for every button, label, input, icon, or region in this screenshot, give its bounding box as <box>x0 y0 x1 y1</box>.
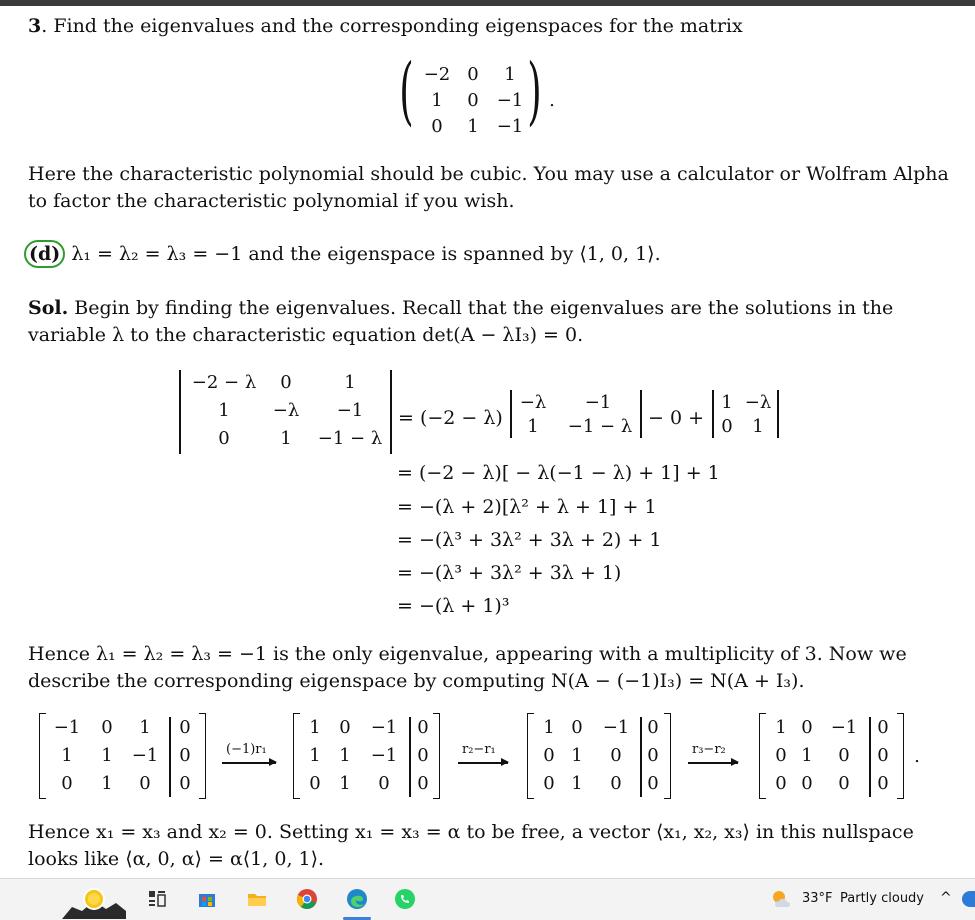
row-op-arrow <box>458 762 508 764</box>
expansion-first-term: = (−2 − λ) <box>398 407 503 429</box>
row-op-label: (−1)r₁ <box>226 742 267 757</box>
rr-matrix-2-right-bracket <box>433 713 440 799</box>
solution-line-2: variable λ to the characteristic equation det(A − λI₃) = 0. <box>28 324 584 346</box>
final-line-2: looks like ⟨α, 0, α⟩ = α⟨1, 0, 1⟩. <box>28 848 325 870</box>
matrix-cell: 0 <box>431 116 443 137</box>
det-cell: 0 <box>280 372 292 393</box>
rr-cell: 0 <box>877 773 889 794</box>
weather-temperature: 33°F <box>802 891 833 906</box>
det-cell: −1 − λ <box>317 428 383 449</box>
rr-cell: 1 <box>801 745 813 766</box>
rr-cell: 1 <box>101 745 113 766</box>
minor-cell: −λ <box>519 392 547 413</box>
final-line-1: Hence x₁ = x₃ and x₂ = 0. Setting x₁ = x₃ = α to be free, a vector ⟨x₁, x₂, x₃⟩ in this nullspace <box>28 821 914 843</box>
rr-cell: 0 <box>179 745 191 766</box>
rr-matrix-4-right-bracket <box>897 713 904 799</box>
minor-cell: 1 <box>527 416 539 437</box>
det-cell: 1 <box>280 428 292 449</box>
augment-bar <box>409 717 411 797</box>
derivation-step: = −(λ + 1)³ <box>397 595 510 617</box>
answer-label: (d) <box>24 240 65 268</box>
rr-cell: 1 <box>101 773 113 794</box>
rr-cell: −1 <box>830 717 858 738</box>
expansion-middle-term: − 0 + <box>648 407 705 429</box>
solution-label: Sol. <box>28 297 69 319</box>
minor-cell: −λ <box>744 392 772 413</box>
rr-cell: 0 <box>378 773 390 794</box>
answer-text: λ₁ = λ₂ = λ₃ = −1 and the eigenspace is spanned by ⟨1, 0, 1⟩. <box>71 243 661 265</box>
rr-cell: 0 <box>571 717 583 738</box>
rr-cell: 0 <box>838 745 850 766</box>
rr-cell: 0 <box>775 745 787 766</box>
row-op-arrow <box>222 762 276 764</box>
rr-cell: 1 <box>571 773 583 794</box>
minor-cell: −1 − λ <box>567 416 633 437</box>
matrix-cell: 1 <box>504 64 516 85</box>
problem-note-line-1: Here the characteristic polynomial should be cubic. You may use a calculator or Wolfram Alpha <box>28 163 949 185</box>
matrix-period: . <box>549 90 555 111</box>
minor1-left-bar <box>510 390 512 438</box>
whatsapp-icon[interactable] <box>393 887 417 911</box>
minor-cell: 0 <box>721 416 733 437</box>
rr-cell: 0 <box>647 745 659 766</box>
rr-cell: 0 <box>775 773 787 794</box>
det-cell: 1 <box>344 372 356 393</box>
minor-cell: −1 <box>584 392 612 413</box>
rr-cell: 0 <box>61 773 73 794</box>
show-hidden-icons-caret[interactable]: ^ <box>940 890 952 906</box>
matrix-cell: −2 <box>423 64 451 85</box>
rr-cell: 0 <box>610 773 622 794</box>
solution-text-1: Begin by finding the eigenvalues. Recall that the eigenvalues are the solutions in the <box>74 297 894 319</box>
chrome-icon[interactable] <box>295 887 319 911</box>
rr-cell: 0 <box>647 717 659 738</box>
matrix-cell: 1 <box>467 116 479 137</box>
hence-line-1: Hence λ₁ = λ₂ = λ₃ = −1 is the only eigenvalue, appearing with a multiplicity of 3. Now we <box>28 643 907 665</box>
det-cell: −λ <box>272 400 300 421</box>
rr-cell: 0 <box>801 717 813 738</box>
rr-cell: −1 <box>370 745 398 766</box>
weather-description: Partly cloudy <box>840 891 924 906</box>
solution-line-1 <box>28 296 893 320</box>
hence-line-2: describe the corresponding eigenspace by computing N(A − (−1)I₃) = N(A + I₃). <box>28 670 805 692</box>
taskbar <box>0 878 975 920</box>
problem-text: . Find the eigenvalues and the corresponding eigenspaces for the matrix <box>41 15 743 37</box>
problem-number: 3 <box>28 15 42 37</box>
rr-cell: 0 <box>838 773 850 794</box>
rr-cell: 0 <box>417 717 429 738</box>
matrix-right-paren: ) <box>527 48 542 134</box>
row-op-label: r₃−r₂ <box>692 742 726 757</box>
rr-cell: 0 <box>877 745 889 766</box>
derivation-step: = −(λ³ + 3λ² + 3λ + 2) + 1 <box>397 529 662 551</box>
matrix-left-paren: ( <box>399 48 414 134</box>
row-op-arrow <box>688 762 738 764</box>
rr-cell: 0 <box>543 773 555 794</box>
rr-cell: 0 <box>339 717 351 738</box>
rr-cell: 1 <box>339 745 351 766</box>
rr-matrix-2-left-bracket <box>293 713 300 799</box>
derivation-step: = (−2 − λ)[ − λ(−1 − λ) + 1] + 1 <box>397 462 720 484</box>
derivation-step: = −(λ + 2)[λ² + λ + 1] + 1 <box>397 496 657 518</box>
file-explorer-icon[interactable] <box>245 887 269 911</box>
matrix-cell: 0 <box>467 90 479 111</box>
rr-cell: 1 <box>139 717 151 738</box>
matrix-cell: −1 <box>496 116 524 137</box>
edge-icon[interactable] <box>345 887 369 911</box>
row-op-label: r₂−r₁ <box>462 742 496 757</box>
minor1-right-bar <box>640 390 642 438</box>
rr-cell: 1 <box>309 717 321 738</box>
rr-cell: −1 <box>53 717 81 738</box>
det-cell: −1 <box>336 400 364 421</box>
rr-cell: 0 <box>417 745 429 766</box>
minor-cell: 1 <box>721 392 733 413</box>
det-left-bar <box>179 370 181 454</box>
document-page <box>0 6 975 878</box>
rr-matrix-3-left-bracket <box>527 713 534 799</box>
augment-bar <box>169 717 171 797</box>
det-cell: −2 − λ <box>191 372 257 393</box>
rr-matrix-1-right-bracket <box>199 713 206 799</box>
minor2-right-bar <box>777 390 779 438</box>
network-icon[interactable] <box>962 891 975 907</box>
rr-matrix-3-right-bracket <box>664 713 671 799</box>
det-cell: 0 <box>218 428 230 449</box>
microsoft-store-icon[interactable] <box>195 887 219 911</box>
rr-cell: 0 <box>309 773 321 794</box>
rr-cell: −1 <box>370 717 398 738</box>
matrix-cell: 1 <box>431 90 443 111</box>
rr-cell: 1 <box>61 745 73 766</box>
derivation-step: = −(λ³ + 3λ² + 3λ + 1) <box>397 562 622 584</box>
answer-choice <box>24 240 661 268</box>
augment-bar <box>640 717 642 797</box>
rr-cell: −1 <box>602 717 630 738</box>
partly-cloudy-icon <box>770 888 794 910</box>
rr-matrix-1-left-bracket <box>39 713 46 799</box>
augment-bar <box>869 717 871 797</box>
det-right-bar <box>390 370 392 454</box>
rr-cell: 1 <box>339 773 351 794</box>
rr-cell: 0 <box>139 773 151 794</box>
rr-cell: 1 <box>571 745 583 766</box>
rr-cell: 0 <box>101 717 113 738</box>
rr-matrix-4-left-bracket <box>759 713 766 799</box>
rr-cell: 0 <box>417 773 429 794</box>
rr-cell: 0 <box>610 745 622 766</box>
rr-cell: 0 <box>179 717 191 738</box>
rr-cell: 1 <box>775 717 787 738</box>
matrix-cell: −1 <box>496 90 524 111</box>
rr-cell: 0 <box>543 745 555 766</box>
rr-cell: 0 <box>877 717 889 738</box>
weather-status[interactable] <box>770 879 930 920</box>
rr-cell: 1 <box>309 745 321 766</box>
rr-period: . <box>914 746 920 767</box>
task-view-icon[interactable] <box>145 887 169 911</box>
minor-cell: 1 <box>752 416 764 437</box>
rr-cell: 0 <box>801 773 813 794</box>
problem-statement <box>28 14 743 38</box>
problem-note-line-2: to factor the characteristic polynomial if you wish. <box>28 190 515 212</box>
det-cell: 1 <box>218 400 230 421</box>
weather-widget-icon[interactable] <box>62 881 126 919</box>
rr-cell: 0 <box>647 773 659 794</box>
matrix-cell: 0 <box>467 64 479 85</box>
rr-cell: 0 <box>179 773 191 794</box>
rr-cell: 1 <box>543 717 555 738</box>
rr-cell: −1 <box>131 745 159 766</box>
